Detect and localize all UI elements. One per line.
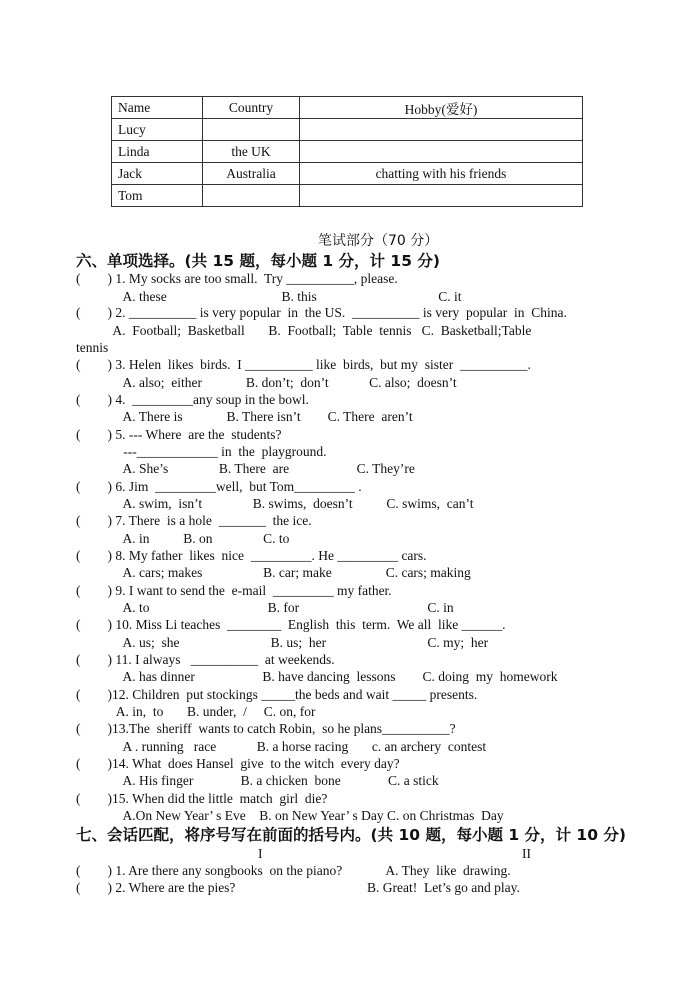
table-cell	[300, 119, 583, 141]
table-row	[112, 119, 583, 141]
table-header-cell: Country	[203, 97, 300, 119]
question-line: A . running race B. a horse racing c. an archery contest	[76, 739, 487, 754]
question-line: ( )14. What does Hansel give to the witch every day?	[76, 756, 400, 771]
table-row	[112, 185, 583, 207]
table-header-row	[112, 97, 583, 119]
table-row	[112, 163, 583, 185]
table-cell: chatting with his friends	[300, 163, 583, 185]
question-line: ( ) 6. Jim _________well, but Tom_________ .	[76, 479, 362, 494]
question-line: ( ) 11. I always __________ at weekends.	[76, 652, 335, 667]
table-cell: Linda	[112, 141, 203, 163]
table-cell	[203, 119, 300, 141]
table-row	[112, 141, 583, 163]
question-line: A. in B. on C. to	[76, 531, 290, 546]
question-line: ( ) 7. There is a hole _______ the ice.	[76, 513, 312, 528]
table-header-cell: Name	[112, 97, 203, 119]
match-line: ( ) 2. Where are the pies? B. Great! Let’s go and play.	[76, 880, 520, 895]
question-line: A. swim, isn’t B. swims, doesn’t C. swims, can’t	[76, 496, 474, 511]
question-line: ( )12. Children put stockings _____the beds and wait _____ presents.	[76, 687, 478, 702]
question-line: ( ) 2. __________ is very popular in the US. __________ is very popular in China.	[76, 305, 567, 320]
question-line: ( ) 1. My socks are too small. Try __________, please.	[76, 271, 398, 286]
question-line: A. There is B. There isn’t C. There aren’t	[76, 409, 413, 424]
table-cell: Lucy	[112, 119, 203, 141]
question-line: A. She’s B. There are C. They’re	[76, 461, 415, 476]
section-7-title: 七、会话匹配，将序号写在前面的括号内。(共 10 题，每小题 1 分，计 10 分)	[76, 826, 626, 844]
table-header-cell: Hobby(爱好)	[300, 97, 583, 119]
table-cell: Australia	[203, 163, 300, 185]
question-line: A.On New Year’ s Eve B. on New Year’ s Day C. on Christmas Day	[76, 808, 504, 823]
hobby-table	[111, 96, 583, 207]
question-line: ( )15. When did the little match girl die?	[76, 791, 328, 806]
question-line: ( )13.The sheriff wants to catch Robin, so he plans__________?	[76, 721, 456, 736]
question-line: ( ) 3. Helen likes birds. I __________ like birds, but my sister __________.	[76, 357, 531, 372]
table-cell: the UK	[203, 141, 300, 163]
question-line: A. to B. for C. in	[76, 600, 454, 615]
question-line: A. in, to B. under, / C. on, for	[76, 704, 316, 719]
table-cell	[300, 141, 583, 163]
question-line: ( ) 8. My father likes nice _________. He _________ cars.	[76, 548, 427, 563]
written-part-title: 笔试部分（70 分）	[318, 233, 439, 249]
question-line: A. also; either B. don’t; don’t C. also; doesn’t	[76, 375, 457, 390]
question-line: A. cars; makes B. car; make C. cars; making	[76, 565, 471, 580]
question-line: A. us; she B. us; her C. my; her	[76, 635, 489, 650]
question-line: ( ) 9. I want to send the e-mail _________ my father.	[76, 583, 392, 598]
table-cell	[203, 185, 300, 207]
question-line: ---____________ in the playground.	[76, 444, 327, 459]
question-line: A. has dinner B. have dancing lessons C. doing my homework	[76, 669, 558, 684]
section-6-title: 六、单项选择。(共 15 题，每小题 1 分，计 15 分)	[76, 252, 440, 270]
question-line: tennis	[76, 340, 109, 355]
question-line: A. these B. this C. it	[76, 289, 462, 304]
question-line: ( ) 4. _________any soup in the bowl.	[76, 392, 309, 407]
match-line: ( ) 1. Are there any songbooks on the piano? A. They like drawing.	[76, 863, 511, 878]
table-cell: Jack	[112, 163, 203, 185]
question-line: ( ) 5. --- Where are the students?	[76, 427, 282, 442]
table-cell	[300, 185, 583, 207]
question-line: A. His finger B. a chicken bone C. a stick	[76, 773, 439, 788]
column-header-2: II	[522, 846, 531, 861]
question-line: A. Football; Basketball B. Football; Table tennis C. Basketball;Table	[76, 323, 532, 338]
table-cell: Tom	[112, 185, 203, 207]
column-header-1: I	[258, 846, 263, 861]
question-line: ( ) 10. Miss Li teaches ________ English this term. We all like ______.	[76, 617, 506, 632]
